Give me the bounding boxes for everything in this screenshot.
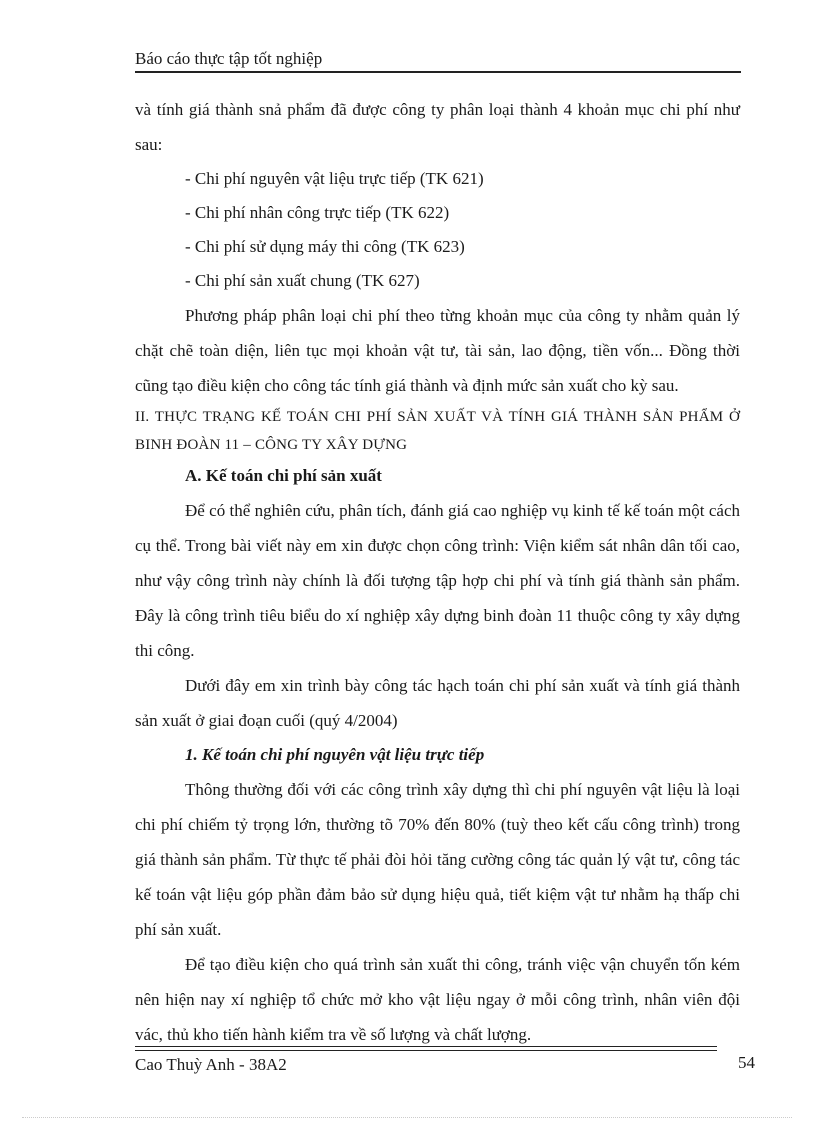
header-divider xyxy=(135,71,741,73)
footer-divider xyxy=(135,1046,717,1047)
page-edge-dotted-line xyxy=(22,1117,792,1118)
list-item: - Chi phí sử dụng máy thi công (TK 623) xyxy=(185,237,465,256)
page-number: 54 xyxy=(738,1053,755,1072)
paragraph-warehouse: Để tạo điều kiện cho quá trình sản xuất thi công, tránh việc vận chuyển tốn kém nên hiện nay xí nghiệp tổ chức mở kho vật liệu ngay ở mỗi công trình, nhân viên đội vác, thủ kho tiến hành kiểm tra về số lượng và chất lượng. xyxy=(135,955,740,1044)
list-item: - Chi phí sản xuất chung (TK 627) xyxy=(185,271,420,290)
paragraph-intro: và tính giá thành snả phẩm đã được công ty phân loại thành 4 khoản mục chi phí như sau: xyxy=(135,100,740,154)
list-item: - Chi phí nhân công trực tiếp (TK 622) xyxy=(185,203,450,222)
section-ii-heading: II. THỰC TRẠNG KẾ TOÁN CHI PHÍ SẢN XUẤT VÀ TÍNH GIÁ THÀNH SẢN PHẨM Ở BINH ĐOÀN 11 – CÔNG TY XÂY DỰNG xyxy=(135,409,740,453)
paragraph-presentation: Dưới đây em xin trình bày công tác hạch toán chi phí sản xuất và tính giá thành sản xuất ở giai đoạn cuối (quý 4/2004) xyxy=(135,676,740,730)
page-header-title: Báo cáo thực tập tốt nghiệp xyxy=(135,49,323,68)
footer-divider xyxy=(135,1050,717,1051)
paragraph-research: Để có thể nghiên cứu, phân tích, đánh giá cao nghiệp vụ kinh tế kế toán một cách cụ thể. Trong bài viết này em xin được chọn công trình: Viện kiểm sát nhân dân tối cao, như vậy công trình này chính là đối tượng tập hợp chi phí và tính giá thành sản phẩm. Đây là công trình tiêu biểu do xí nghiệp xây dựng binh đoàn 11 thuộc công ty xây dựng thi công. xyxy=(135,501,740,660)
paragraph-material-costs: Thông thường đối với các công trình xây dựng thì chi phí nguyên vật liệu là loại chi phí chiếm tỷ trọng lớn, thường tõ 70% đến 80% (tuỳ theo kết cấu công trình) trong giá thành sản phẩm. Từ thực tế phải đòi hỏi tăng cường công tác quản lý vật tư, công tác kế toán vật liệu góp phần đảm bảo sử dụng hiệu quả, tiết kiệm vật tư nhằm hạ thấp chi phí sản xuất. xyxy=(135,780,740,939)
list-item: - Chi phí nguyên vật liệu trực tiếp (TK 621) xyxy=(185,169,484,188)
section-a-heading: A. Kế toán chi phí sản xuất xyxy=(185,466,382,485)
section-1-heading: 1. Kế toán chi phí nguyên vật liệu trực tiếp xyxy=(185,745,485,764)
document-body xyxy=(135,92,740,1052)
footer-author: Cao Thuỳ Anh - 38A2 xyxy=(135,1055,287,1074)
paragraph-classification-method: Phương pháp phân loại chi phí theo từng khoản mục của công ty nhằm quản lý chặt chẽ toàn diện, liên tục mọi khoản vật tư, tài sản, lao động, tiền vốn... Đồng thời cũng tạo điều kiện cho công tác tính giá thành và định mức sản xuất cho kỳ sau. xyxy=(135,306,740,395)
